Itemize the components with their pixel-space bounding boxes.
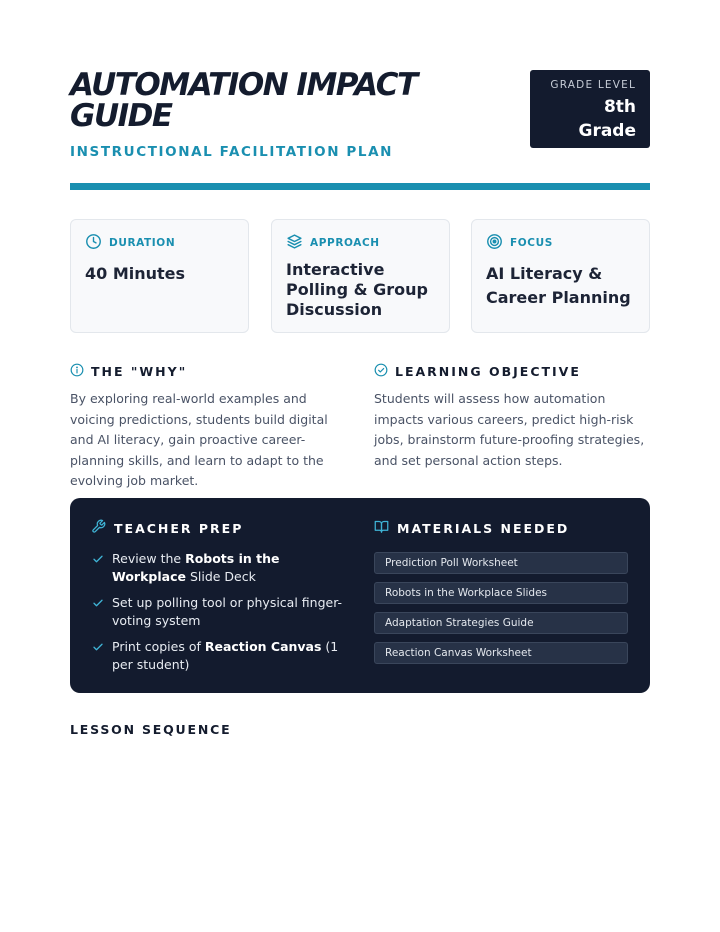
focus-label: FOCUS [510, 237, 553, 249]
objective-title: LEARNING OBJECTIVE [395, 364, 581, 379]
duration-label: DURATION [109, 237, 176, 249]
list-item [92, 594, 347, 630]
objective-heading [374, 362, 581, 381]
material-item: Prediction Poll Worksheet [374, 552, 628, 574]
page-subtitle: INSTRUCTIONAL FACILITATION PLAN [70, 144, 394, 160]
grade-level-badge [530, 70, 650, 148]
prep-item-text: Print copies of Reaction Canvas (1 per student) [112, 639, 339, 672]
objective-body: Students will assess how automation impacts various careers, predict high-risk jobs, brainstorm future-proofing strategies, and set personal action steps. [374, 391, 645, 468]
duration-value: 40 Minutes [85, 264, 186, 283]
materials-heading [374, 519, 569, 538]
grade-level-label: GRADE LEVEL [550, 79, 636, 91]
approach-card [271, 219, 450, 333]
grade-level-value [530, 95, 636, 143]
checkmark-icon [92, 594, 112, 630]
duration-card [70, 219, 249, 333]
focus-card [471, 219, 650, 333]
material-item: Reaction Canvas Worksheet [374, 642, 628, 664]
grade-level-value-line1: 8th [603, 97, 636, 117]
layers-icon [286, 233, 303, 254]
check-circle-icon [374, 362, 388, 381]
header-divider [70, 183, 650, 190]
approach-label: APPROACH [310, 237, 380, 249]
material-item: Robots in the Workplace Slides [374, 582, 628, 604]
why-title: THE "WHY" [91, 364, 188, 379]
material-item: Adaptation Strategies Guide [374, 612, 628, 634]
prep-materials-panel [70, 498, 650, 693]
checkmark-icon [92, 638, 112, 674]
why-body: By exploring real-world examples and voicing predictions, students build digital and AI literacy, gain proactive career-planning skills, and learn to adapt to the evolving job market. [70, 391, 328, 488]
why-heading [70, 362, 187, 381]
checkmark-icon [92, 550, 112, 586]
materials-list [374, 552, 628, 672]
teacher-prep-heading [91, 519, 243, 538]
target-icon [486, 233, 503, 254]
approach-value: Interactive Polling & Group Discussion [286, 260, 428, 319]
prep-item-text: Set up polling tool or physical finger-voting system [112, 595, 343, 628]
page-title: AUTOMATION IMPACT GUIDE [70, 67, 417, 134]
lesson-sequence-heading: LESSON SEQUENCE [70, 722, 232, 737]
focus-value: AI Literacy & Career Planning [486, 264, 631, 307]
teacher-prep-list [92, 550, 347, 682]
book-open-icon [374, 519, 389, 538]
materials-title: MATERIALS NEEDED [397, 521, 570, 536]
teacher-prep-title: TEACHER PREP [114, 521, 244, 536]
prep-item-text: Review the Robots in the Workplace Slide Deck [112, 551, 280, 584]
info-icon [70, 362, 84, 381]
clock-icon [85, 233, 102, 254]
wrench-icon [91, 519, 106, 538]
list-item [92, 638, 347, 674]
grade-level-value-line2: Grade [578, 121, 636, 141]
list-item [92, 550, 347, 586]
